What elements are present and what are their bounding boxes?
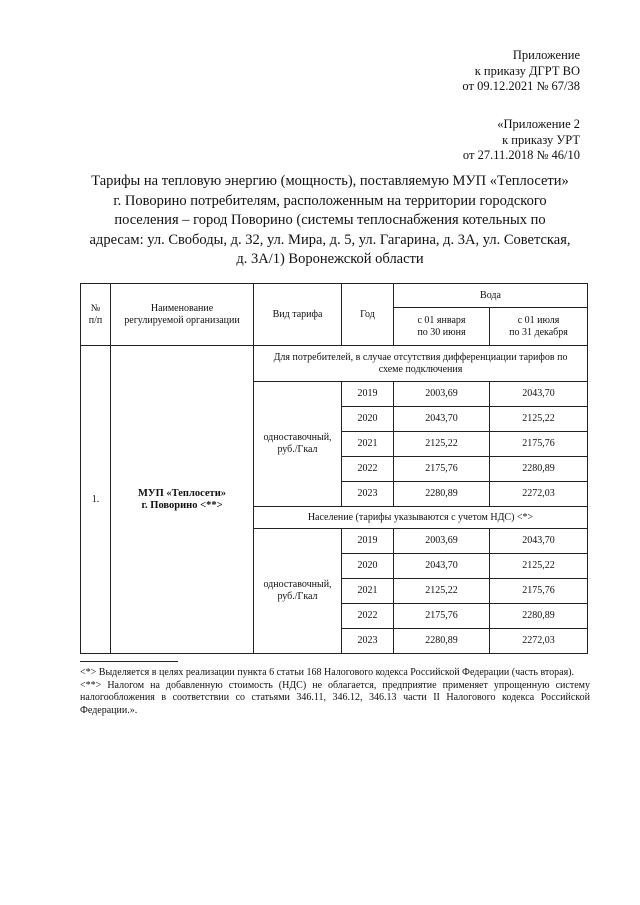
header-organization-line: Наименование [150,302,214,314]
year-cell: 2022 [342,457,394,482]
year-cell: 2023 [342,482,394,507]
title-line: г. Поворино потребителям, расположенным на территории городского [113,192,547,209]
year-cell: 2020 [342,554,394,579]
document-title [80,172,580,270]
year-cell: 2022 [342,604,394,629]
header-period-second-half [490,308,588,346]
appendix-header-line: к приказу ДГРТ ВО [474,63,580,78]
header-number-line: № [90,302,101,314]
header-tariff-type: Вид тарифа [254,284,342,346]
header-water: Вода [394,284,588,308]
tariff-type-line: одноставочный, [263,432,332,443]
tariff-value-first-half: 2125,22 [394,432,490,457]
tariff-value-first-half: 2125,22 [394,579,490,604]
footnotes [80,667,590,717]
year-cell: 2023 [342,629,394,654]
section-population: Население (тарифы указываются с учетом НДС) <*> [254,507,588,529]
tariff-value-first-half: 2175,76 [394,457,490,482]
tariff-type-line: руб./Гкал [277,591,318,602]
appendix-header-line: Приложение [512,48,580,62]
appendix-reference-header [463,117,580,164]
tariff-type-cell [254,529,342,654]
footnote-vat: <*> Выделяется в целях реализации пункта 6 статьи 168 Налогового кодекса Российской Федерации (часть вторая). [80,667,575,678]
tariff-value-second-half: 2175,76 [490,579,588,604]
appendix-header-line: от 09.12.2021 № 67/38 [462,79,580,93]
section-title-line: схеме подключения [378,363,463,375]
title-line: поселения – город Поворино (системы теплоснабжения котельных по [114,212,546,228]
organization-name [111,346,254,654]
header-period-line: по 31 декабря [509,326,568,338]
appendix-reference-line: «Приложение 2 [497,117,580,131]
header-organization-line: регулируемой организации [124,314,240,326]
tariff-value-second-half: 2175,76 [490,432,588,457]
header-number-line: п/п [88,314,103,326]
tariff-value-first-half: 2003,69 [394,529,490,554]
header-number [81,284,111,346]
year-cell: 2019 [342,382,394,407]
header-period-line: с 01 июля [517,314,560,326]
header-organization [111,284,254,346]
tariff-value-first-half: 2175,76 [394,604,490,629]
title-line: д. 3А/1) Воронежской области [236,251,424,267]
tariff-type-line: руб./Гкал [277,444,318,455]
tariff-value-first-half: 2280,89 [394,629,490,654]
tariff-value-first-half: 2043,70 [394,407,490,432]
tariff-type-line: одноставочный, [263,579,332,590]
organization-name-line: МУП «Теплосети» [137,487,227,499]
tariff-value-second-half: 2043,70 [490,529,588,554]
footnote-tax-exemption: <**> Налогом на добавленную стоимость (НДС) не облагается, предприятие применяет упрощенную систему налогообложения в соответствии со статьями 346.11, 346.12, 346.13 части II Налогового кодекса Российской Федерации.». [80,679,590,716]
section-general-consumers [254,346,588,382]
tariff-value-first-half: 2280,89 [394,482,490,507]
tariff-type-cell [254,382,342,507]
footnote-divider [80,661,178,662]
tariff-value-second-half: 2125,22 [490,554,588,579]
tariff-value-second-half: 2280,89 [490,604,588,629]
row-number: 1. [81,346,111,654]
tariff-table [80,283,588,654]
tariff-value-second-half: 2125,22 [490,407,588,432]
header-period-line: по 30 июня [417,326,466,338]
tariff-value-second-half: 2043,70 [490,382,588,407]
year-cell: 2020 [342,407,394,432]
section-title-line: Для потребителей, в случае отсутствия дифференциации тарифов по [273,351,568,363]
appendix-reference-line: от 27.11.2018 № 46/10 [462,148,580,162]
tariff-value-first-half: 2043,70 [394,554,490,579]
year-cell: 2021 [342,432,394,457]
year-cell: 2019 [342,529,394,554]
title-line: Тарифы на тепловую энергию (мощность), поставляемую МУП «Теплосети» [91,173,569,189]
tariff-value-second-half: 2272,03 [490,482,588,507]
appendix-header [462,48,580,95]
header-period-line: с 01 января [417,314,466,326]
organization-name-line: г. Поворино <**> [141,499,223,511]
title-line: адресам: ул. Свободы, д. 32, ул. Мира, д. 5, ул. Гагарина, д. 3А, ул. Советская, [89,231,571,248]
year-cell: 2021 [342,579,394,604]
header-year: Год [342,284,394,346]
header-period-first-half [394,308,490,346]
tariff-value-second-half: 2272,03 [490,629,588,654]
tariff-value-second-half: 2280,89 [490,457,588,482]
tariff-value-first-half: 2003,69 [394,382,490,407]
appendix-reference-line: к приказу УРТ [502,132,580,147]
